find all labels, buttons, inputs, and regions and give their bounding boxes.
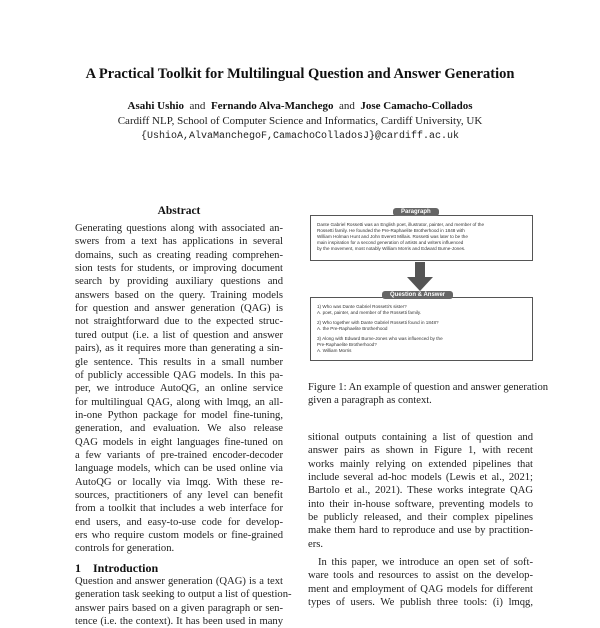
abstract-line: generation, and evaluation. We also release bbox=[75, 423, 283, 435]
body-line: ment and employment of QAG models for different bbox=[308, 583, 533, 595]
body-line: types of users. We publish three tools: (i) lmqg, bbox=[308, 597, 533, 609]
intro-line: generation task seeking to output a list of question- bbox=[75, 589, 292, 601]
paragraph-text-line: by the movement, most notably William Morris and Edward Burne-Jones. bbox=[317, 246, 466, 251]
body-line: sitional outputs containing a list of question and bbox=[308, 432, 533, 443]
body-line: Bartolo et al., 2021). These works integrate QAG bbox=[308, 485, 533, 497]
abstract-line: Generating questions along with associated an- bbox=[75, 223, 283, 234]
qa-text-line: A. William Morris bbox=[317, 348, 352, 353]
abstract-line: tured output (i.e. a list of question and answer bbox=[75, 329, 283, 341]
author-list bbox=[0, 100, 600, 112]
author-separator: and bbox=[189, 100, 206, 112]
figure-caption: given a paragraph as context. bbox=[308, 395, 432, 406]
paragraph-text-line: William Holman Hunt and John Everett Millais. Rossetti was later to be the bbox=[317, 234, 468, 239]
author-separator: and bbox=[338, 100, 355, 112]
intro-line: answer pairs based on a given paragraph or sen- bbox=[75, 602, 283, 614]
abstract-line: a few variants of pre-trained encoder-decoder bbox=[75, 449, 283, 461]
author: Asahi Ushio bbox=[127, 100, 185, 112]
body-line: into their in-house software, preventing models to bbox=[308, 498, 533, 510]
body-line: be publicly released, and their complex pipelines bbox=[308, 512, 533, 524]
qa-text-line: A. the Pre-Raphaelite Brotherhood bbox=[317, 326, 388, 331]
abstract-line: for question and answer generation (QAG) is bbox=[75, 303, 283, 315]
qa-text-line: 2) Who together with Dante Gabriel Rossetti found in 1848? bbox=[317, 320, 439, 325]
abstract-line: per, we introduce AutoQG, an online service bbox=[75, 383, 283, 395]
intro-line: Question and answer generation (QAG) is a text bbox=[75, 576, 283, 587]
author: Fernando Alva-Manchego bbox=[210, 100, 334, 112]
abstract-line: gle sentence. This results in a small number bbox=[75, 356, 283, 368]
body-line: ware tools and resources to assist on the develop- bbox=[308, 570, 533, 582]
down-arrow-icon bbox=[405, 262, 435, 292]
email: {UshioA,AlvaManchegoF,CamachoColladosJ}@cardiff.ac.uk bbox=[140, 131, 460, 142]
abstract-line: search by providing auxiliary questions and bbox=[75, 276, 283, 288]
abstract-line: from a toolkit that includes a web interface for bbox=[75, 503, 283, 515]
abstract-line: sources, practitioners of any level can benefit bbox=[75, 490, 283, 501]
body-line: answer pairs as shown in Figure 1, with recent bbox=[308, 445, 533, 457]
paragraph-label: Paragraph bbox=[393, 208, 439, 216]
author: Jose Camacho-Collados bbox=[360, 100, 473, 112]
abstract-line: domains, such as creating reading comprehen- bbox=[75, 249, 283, 261]
qa-text-line: Pre-Raphaelite Brotherhood? bbox=[317, 342, 377, 347]
abstract-line: AutoQG or locally via lmqg. With these re- bbox=[75, 476, 283, 488]
qa-text-line: A. poet, painter, and member of the Rossetti family. bbox=[317, 310, 422, 315]
intro-line: tence (i.e. the context). It has been used in many bbox=[75, 616, 283, 628]
body-line: works mainly relying on extended pipelines that bbox=[308, 458, 533, 470]
section-title: Introduction bbox=[93, 561, 159, 575]
abstract-line: of publicly accessible QAG models. In this pa- bbox=[75, 369, 283, 381]
abstract-line: swers from a text has applications in several bbox=[75, 236, 283, 248]
abstract-line: sion tests for students, or improving document bbox=[75, 263, 283, 275]
body-line: make them hard to reproduce and use by practition- bbox=[308, 525, 533, 537]
qa-text-line: 3) Along with Edward Burne-Jones who was influenced by the bbox=[317, 336, 443, 341]
abstract-line: end users, and easy-to-use code for develop- bbox=[75, 516, 283, 528]
abstract-line: pairs), as it requires more than generating a sin- bbox=[75, 343, 283, 355]
abstract-line: answers based on the query. Training models bbox=[75, 289, 283, 301]
abstract-heading: Abstract bbox=[157, 205, 201, 217]
abstract-line: controls for generation. bbox=[75, 543, 175, 555]
paragraph-text-line: Dante Gabriel Rossetti was an English poet, illustrator, painter, and member of the bbox=[317, 222, 484, 227]
body-line: In this paper, we introduce an open set of soft- bbox=[318, 557, 533, 568]
abstract-line: QAG models in eight languages fine-tuned on bbox=[75, 436, 283, 448]
abstract-line: ers who require custom models or fine-grained bbox=[75, 530, 283, 542]
abstract-line: in-one Python package for model fine-tuning, bbox=[75, 409, 283, 421]
paragraph-text-line: Rossetti family. He founded the Pre-Raphaelite Brotherhood in 1848 with bbox=[317, 228, 465, 233]
paper-title: A Practical Toolkit for Multilingual Question and Answer Generation bbox=[85, 66, 515, 82]
abstract-line: for multilingual QAG, along with lmqg, an all- bbox=[75, 396, 283, 408]
body-line: ers. bbox=[308, 538, 324, 550]
abstract-line: language models, which can be used online via bbox=[75, 463, 283, 475]
section-number: 1 bbox=[75, 561, 81, 575]
qa-text-line: 1) Who was Dante Gabriel Rossetti's sister? bbox=[317, 304, 407, 309]
intro-heading bbox=[75, 561, 158, 576]
figure-caption: Figure 1: An example of question and answer generation bbox=[308, 382, 549, 393]
paragraph-box bbox=[310, 215, 533, 261]
affiliation: Cardiff NLP, School of Computer Science and Informatics, Cardiff University, UK bbox=[117, 115, 483, 127]
body-line: include several ad-hoc models (Lewis et al., 2021; bbox=[308, 472, 533, 484]
qa-label: Question & Answer bbox=[382, 291, 453, 299]
abstract-line: not straightforward due to the expected struc- bbox=[75, 316, 283, 328]
paragraph-text-line: main inspiration for a second generation of artists and writers influenced bbox=[317, 240, 464, 245]
qa-box bbox=[310, 297, 533, 361]
